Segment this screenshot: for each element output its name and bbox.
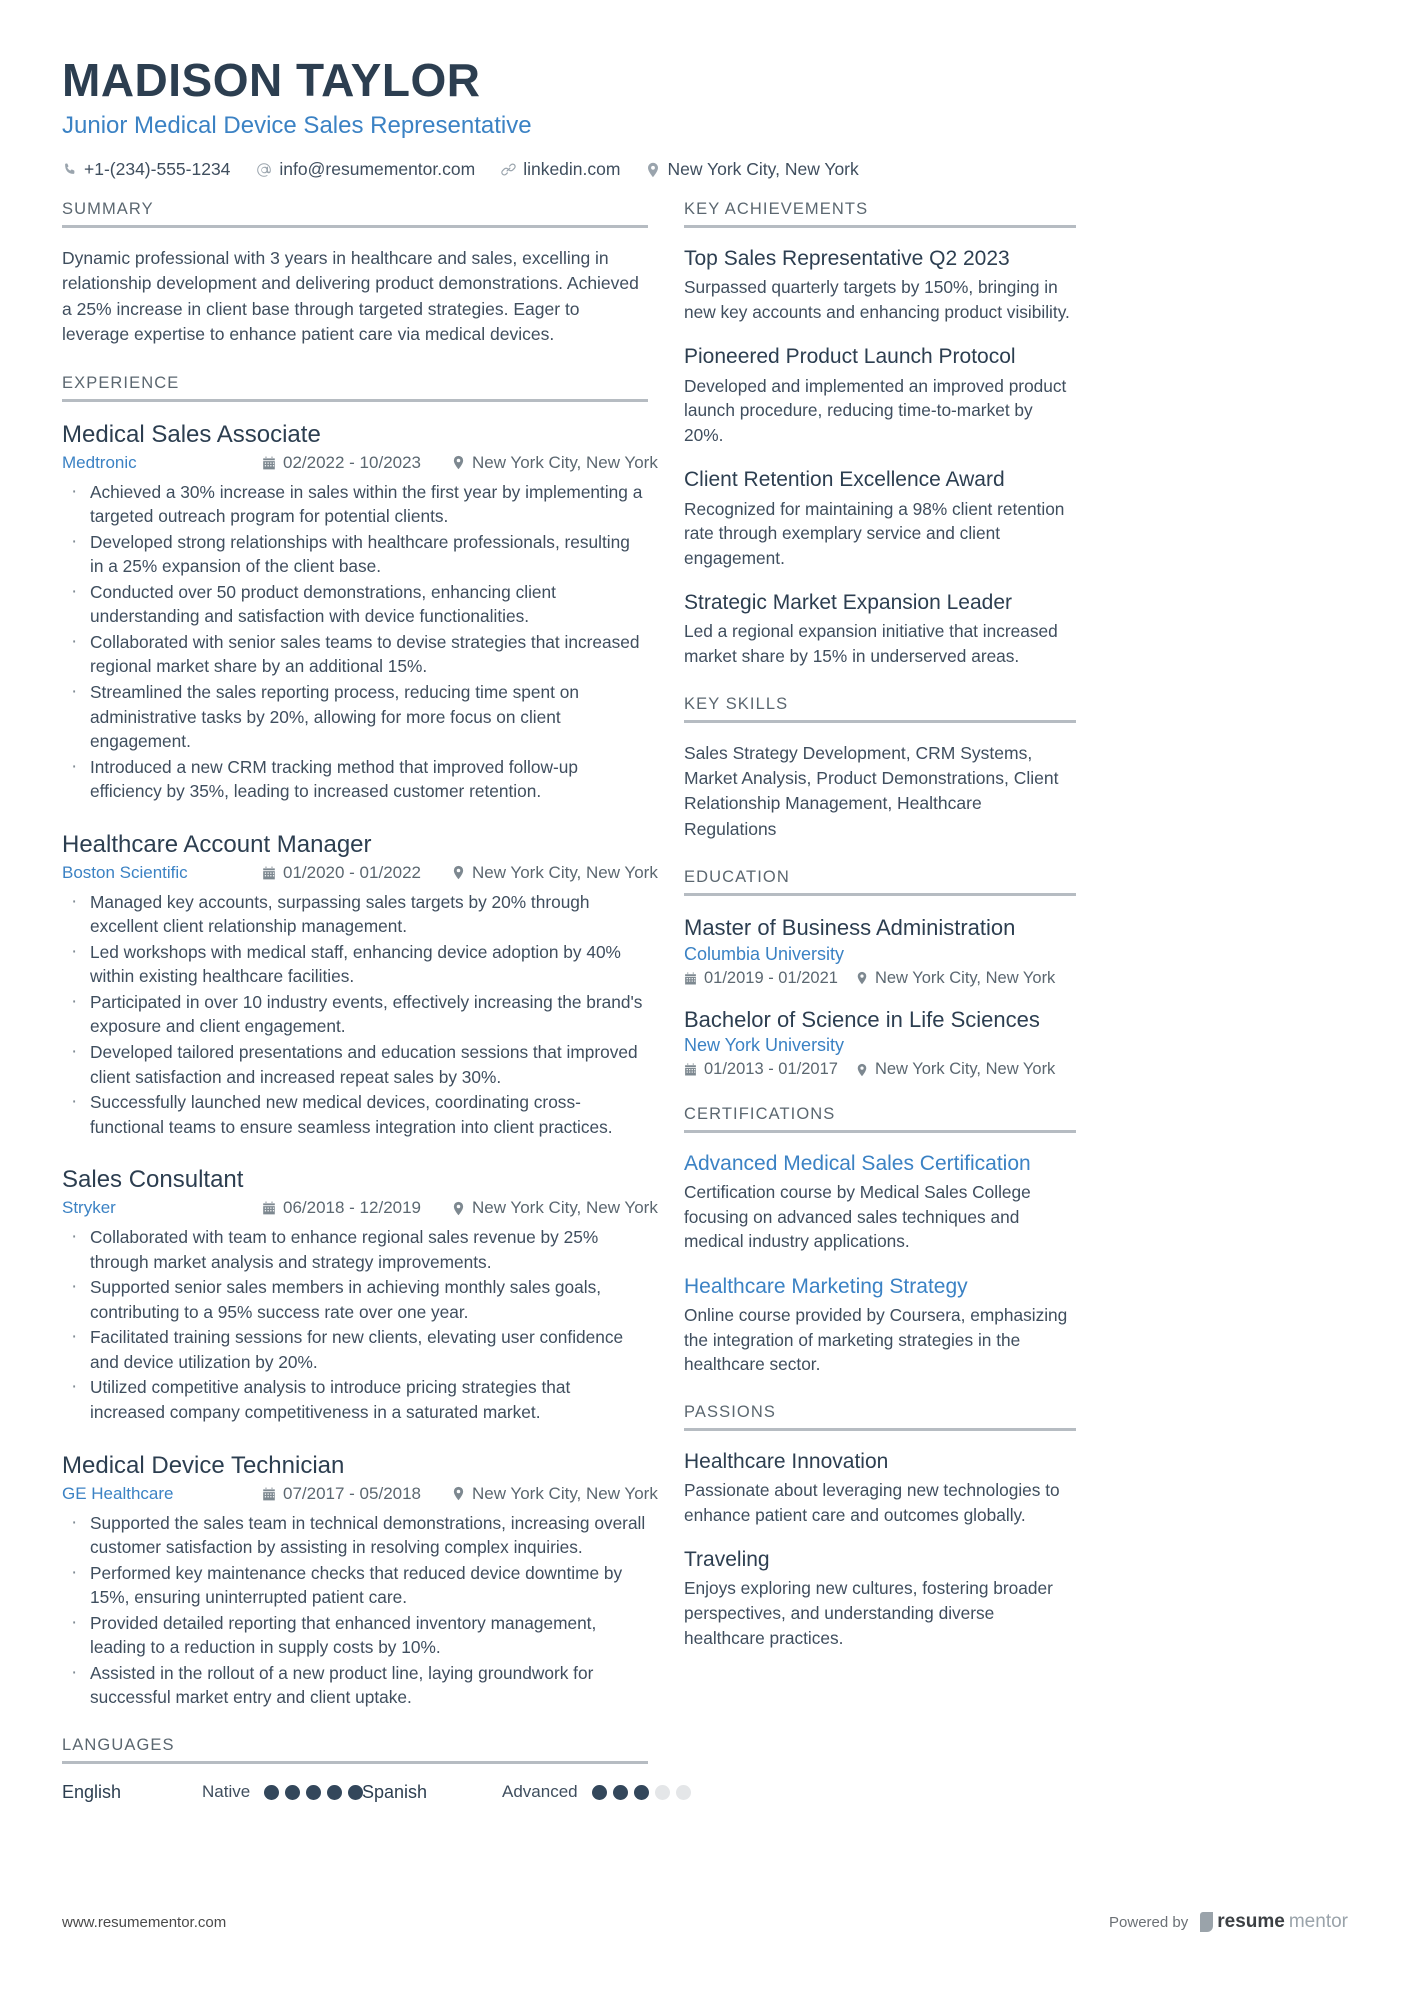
- powered-by: [1109, 1911, 1348, 1933]
- location-pin-icon: [452, 1201, 465, 1216]
- achievement-item: [684, 246, 1076, 324]
- job-location: [452, 863, 658, 883]
- job-meta: [62, 1198, 658, 1218]
- job-bullet: · Introduced a new CRM tracking method that improved follow-up efficiency by 35%, leading to increased customer retention.: [62, 755, 648, 804]
- passion-title: Traveling: [684, 1548, 770, 1572]
- education-degree: Bachelor of Science in Life Sciences: [684, 1006, 1040, 1032]
- location-pin-icon: [452, 455, 465, 470]
- job-title: Medical Sales Associate: [62, 420, 321, 448]
- left-column: [62, 200, 658, 1829]
- calendar-icon: [262, 1201, 276, 1215]
- job-bullets: [62, 1511, 648, 1710]
- section-divider: [684, 1130, 1076, 1133]
- summary-section: [62, 200, 648, 348]
- rating-dot-filled: [264, 1785, 279, 1800]
- job-dates-text: 07/2017 - 05/2018: [283, 1483, 422, 1503]
- language-item-english: [62, 1782, 362, 1803]
- passion-desc: Enjoys exploring new cultures, fostering broader perspectives, and understanding diverse healthcare practices.: [684, 1578, 1053, 1648]
- job-bullet: · Managed key accounts, surpassing sales targets by 20% through excellent client relationship management.: [62, 890, 648, 939]
- candidate-name: MADISON TAYLOR: [62, 54, 481, 106]
- education-section: [684, 868, 1076, 1079]
- job-location-text: New York City, New York: [472, 1483, 658, 1503]
- skills-section-title: KEY SKILLS: [684, 694, 789, 713]
- passion-item: [684, 1449, 1076, 1527]
- education-location: [856, 1060, 1055, 1079]
- job-bullet: · Developed tailored presentations and education sessions that improved client satisfaction and increased repeat sales by 30%.: [62, 1040, 648, 1089]
- job-bullet: · Participated in over 10 industry events, effectively increasing the brand's exposure and client engagement.: [62, 990, 648, 1039]
- achievements-section: [684, 200, 1076, 668]
- passions-section: [684, 1403, 1076, 1650]
- education-dates-text: 01/2013 - 01/2017: [704, 1060, 838, 1079]
- language-item-spanish: [362, 1782, 691, 1803]
- language-rating-dots: [264, 1785, 363, 1800]
- education-dates-text: 01/2019 - 01/2021: [704, 968, 838, 987]
- job-location: [452, 1198, 658, 1218]
- passions-section-title: PASSIONS: [684, 1402, 776, 1421]
- contact-email[interactable]: [256, 159, 475, 180]
- language-level: Advanced: [502, 1782, 578, 1802]
- resume-body: [62, 200, 1348, 1829]
- section-divider: [62, 1761, 648, 1764]
- education-school[interactable]: Columbia University: [684, 943, 845, 964]
- job-bullet: · Supported the sales team in technical demonstrations, increasing overall customer satisfaction by assisting in resolving complex inquiries.: [62, 1511, 648, 1560]
- achievement-title: Pioneered Product Launch Protocol: [684, 345, 1016, 369]
- achievement-desc: Developed and implemented an improved product launch procedure, reducing time-to-market by 20%.: [684, 375, 1067, 445]
- education-dates: [684, 969, 838, 988]
- job-bullet: · Led workshops with medical staff, enhancing device adoption by 40% within existing healthcare facilities.: [62, 940, 648, 989]
- location-pin-icon: [452, 865, 465, 880]
- job-dates-text: 01/2020 - 01/2022: [283, 862, 422, 882]
- section-divider: [684, 225, 1076, 228]
- page-footer: [62, 1911, 1348, 1933]
- achievement-item: [684, 467, 1076, 570]
- job-location-text: New York City, New York: [472, 452, 658, 472]
- certification-title[interactable]: Healthcare Marketing Strategy: [684, 1274, 968, 1298]
- education-meta: [684, 969, 1076, 988]
- education-section-title: EDUCATION: [684, 868, 790, 887]
- education-school[interactable]: New York University: [684, 1035, 845, 1056]
- brand-name-bold: resume: [1217, 1911, 1285, 1932]
- job-bullet: · Facilitated training sessions for new clients, elevating user confidence and device utilization by 20%.: [62, 1325, 648, 1374]
- achievement-item: [684, 590, 1076, 668]
- job-location-text: New York City, New York: [472, 1198, 658, 1218]
- right-column: [684, 200, 1076, 1676]
- achievement-item: [684, 344, 1076, 447]
- language-name: English: [62, 1781, 122, 1802]
- location-pin-icon: [856, 1063, 868, 1077]
- calendar-icon: [262, 1487, 276, 1501]
- powered-by-label: Powered by: [1109, 1913, 1189, 1931]
- experience-entry: [62, 1165, 658, 1424]
- experience-section-title: EXPERIENCE: [62, 373, 180, 392]
- achievement-desc: Recognized for maintaining a 98% client retention rate through exemplary service and client engagement.: [684, 498, 1065, 568]
- job-dates: [262, 453, 452, 473]
- education-location-text: New York City, New York: [874, 1060, 1056, 1079]
- achievement-desc: Led a regional expansion initiative that increased market share by 15% in underserved areas.: [684, 621, 1058, 667]
- experience-entry: [62, 830, 658, 1139]
- language-level: Native: [202, 1782, 251, 1802]
- summary-section-title: SUMMARY: [62, 200, 154, 219]
- experience-section: [62, 373, 658, 1710]
- job-company[interactable]: Boston Scientific: [62, 862, 188, 882]
- job-bullet: · Streamlined the sales reporting process, reducing time spent on administrative tasks by 20%, allowing for more focus on client engagement.: [62, 680, 648, 754]
- rating-dot-filled: [348, 1785, 363, 1800]
- job-dates: [262, 863, 452, 883]
- contact-row: [62, 159, 1348, 180]
- languages-row: [62, 1782, 648, 1803]
- certification-title[interactable]: Advanced Medical Sales Certification: [684, 1152, 1031, 1176]
- contact-phone[interactable]: [62, 159, 230, 180]
- rating-dot-empty: [676, 1785, 691, 1800]
- job-bullet: · Collaborated with team to enhance regional sales revenue by 25% through market analysis and strategy improvements.: [62, 1225, 648, 1274]
- education-degree: Master of Business Administration: [684, 915, 1016, 941]
- rating-dot-filled: [306, 1785, 321, 1800]
- footer-website[interactable]: www.resumementor.com: [62, 1913, 227, 1931]
- experience-entry: [62, 1451, 658, 1710]
- contact-email-text: info@resumementor.com: [279, 159, 476, 180]
- education-item: [684, 1006, 1076, 1080]
- achievement-title: Client Retention Excellence Award: [684, 468, 1005, 492]
- contact-link-text: linkedin.com: [523, 159, 621, 180]
- education-item: [684, 914, 1076, 988]
- passion-title: Healthcare Innovation: [684, 1449, 889, 1473]
- rating-dot-filled: [613, 1785, 628, 1800]
- languages-section-title: LANGUAGES: [62, 1735, 175, 1754]
- languages-section: [62, 1736, 648, 1803]
- job-title: Healthcare Account Manager: [62, 830, 372, 858]
- achievement-title: Strategic Market Expansion Leader: [684, 591, 1013, 615]
- calendar-icon: [262, 456, 276, 470]
- candidate-headline: Junior Medical Device Sales Representative: [62, 112, 532, 140]
- resume-header: [62, 56, 1348, 180]
- job-bullets: [62, 480, 648, 804]
- experience-entry: [62, 420, 658, 804]
- section-divider: [684, 1428, 1076, 1431]
- job-bullet: · Conducted over 50 product demonstrations, enhancing client understanding and satisfaction with device functionalities.: [62, 580, 648, 629]
- education-dates: [684, 1060, 838, 1079]
- section-divider: [684, 720, 1076, 723]
- passion-item: [684, 1547, 1076, 1650]
- job-bullet: · Supported senior sales members in achieving monthly sales goals, contributing to a 95% success rate over one year.: [62, 1275, 648, 1324]
- rating-dot-filled: [592, 1785, 607, 1800]
- location-pin-icon: [452, 1486, 465, 1501]
- brand-name-light: mentor: [1288, 1911, 1348, 1932]
- contact-link[interactable]: [501, 159, 620, 180]
- calendar-icon: [262, 866, 276, 880]
- job-dates: [262, 1198, 452, 1218]
- email-icon: [256, 162, 272, 178]
- job-bullet: · Utilized competitive analysis to introduce pricing strategies that increased company competitiveness in a saturated market.: [62, 1375, 648, 1424]
- job-bullet: · Collaborated with senior sales teams to devise strategies that increased regional market share by an additional 15%.: [62, 630, 648, 679]
- education-meta: [684, 1060, 1076, 1079]
- language-name: Spanish: [362, 1781, 428, 1802]
- contact-location-text: New York City, New York: [667, 159, 859, 180]
- rating-dot-filled: [327, 1785, 342, 1800]
- certification-item: [684, 1151, 1076, 1254]
- achievement-title: Top Sales Representative Q2 2023: [684, 247, 1010, 271]
- job-dates-text: 06/2018 - 12/2019: [283, 1198, 422, 1218]
- job-title: Sales Consultant: [62, 1166, 244, 1194]
- job-meta: [62, 1483, 658, 1504]
- calendar-icon: [684, 972, 697, 985]
- contact-phone-text: +1-(234)-555-1234: [84, 159, 231, 180]
- certifications-section-title: CERTIFICATIONS: [684, 1105, 836, 1124]
- resumementor-logo: [1200, 1911, 1348, 1933]
- job-company[interactable]: Medtronic: [62, 452, 137, 472]
- job-bullets: [62, 890, 648, 1139]
- job-dates-text: 02/2022 - 10/2023: [283, 452, 422, 472]
- certification-desc: Certification course by Medical Sales College focusing on advanced sales techniques and medical industry applications.: [684, 1182, 1031, 1252]
- location-pin-icon: [646, 162, 660, 178]
- education-location-text: New York City, New York: [874, 968, 1056, 987]
- job-title: Medical Device Technician: [62, 1451, 345, 1479]
- language-rating-dots: [592, 1785, 691, 1800]
- job-bullet: · Developed strong relationships with healthcare professionals, resulting in a 25% expansion of the client base.: [62, 530, 648, 579]
- rating-dot-filled: [285, 1785, 300, 1800]
- certification-item: [684, 1274, 1076, 1377]
- skills-text: Sales Strategy Development, CRM Systems, Market Analysis, Product Demonstrations, Client Relationship Management, Healthcare Regulations: [684, 742, 1059, 839]
- location-pin-icon: [856, 971, 868, 985]
- job-meta: [62, 452, 658, 473]
- job-location-text: New York City, New York: [472, 862, 658, 882]
- section-divider: [62, 225, 648, 228]
- summary-text: Dynamic professional with 3 years in healthcare and sales, excelling in relationship development and delivering product demonstrations. Achieved a 25% increase in client base through targeted strategies. Eager to leverage expertise to enhance patient care via medical devices.: [62, 248, 639, 345]
- job-bullet: · Achieved a 30% increase in sales within the first year by implementing a targeted outreach program for potential clients.: [62, 480, 648, 529]
- job-company[interactable]: GE Healthcare: [62, 1483, 174, 1503]
- contact-location: [646, 159, 858, 180]
- phone-icon: [62, 162, 77, 177]
- rating-dot-filled: [634, 1785, 649, 1800]
- job-meta: [62, 862, 658, 883]
- achievement-desc: Surpassed quarterly targets by 150%, bringing in new key accounts and enhancing product visibility.: [684, 277, 1070, 322]
- certification-desc: Online course provided by Coursera, emphasizing the integration of marketing strategies in the healthcare sector.: [684, 1305, 1068, 1375]
- job-bullet: · Assisted in the rollout of a new product line, laying groundwork for successful market entry and client uptake.: [62, 1661, 648, 1710]
- achievements-section-title: KEY ACHIEVEMENTS: [684, 200, 869, 219]
- section-divider: [684, 893, 1076, 896]
- job-bullet: · Successfully launched new medical devices, coordinating cross-functional teams to ensure seamless integration into client practices.: [62, 1090, 648, 1139]
- brand-mark-icon: [1200, 1912, 1213, 1932]
- job-dates: [262, 1484, 452, 1504]
- job-bullets: [62, 1225, 648, 1424]
- job-bullet: · Performed key maintenance checks that reduced device downtime by 15%, ensuring uninterrupted patient care.: [62, 1561, 648, 1610]
- link-icon: [501, 162, 516, 177]
- rating-dot-empty: [655, 1785, 670, 1800]
- job-location: [452, 1484, 658, 1504]
- certifications-section: [684, 1105, 1076, 1377]
- education-location: [856, 969, 1055, 988]
- section-divider: [62, 399, 648, 402]
- job-location: [452, 453, 658, 473]
- calendar-icon: [684, 1063, 697, 1076]
- job-company[interactable]: Stryker: [62, 1198, 116, 1218]
- passion-desc: Passionate about leveraging new technologies to enhance patient care and outcomes globally.: [684, 1480, 1060, 1525]
- skills-section: [684, 695, 1076, 843]
- job-bullet: · Provided detailed reporting that enhanced inventory management, leading to a reduction in supply costs by 10%.: [62, 1611, 648, 1660]
